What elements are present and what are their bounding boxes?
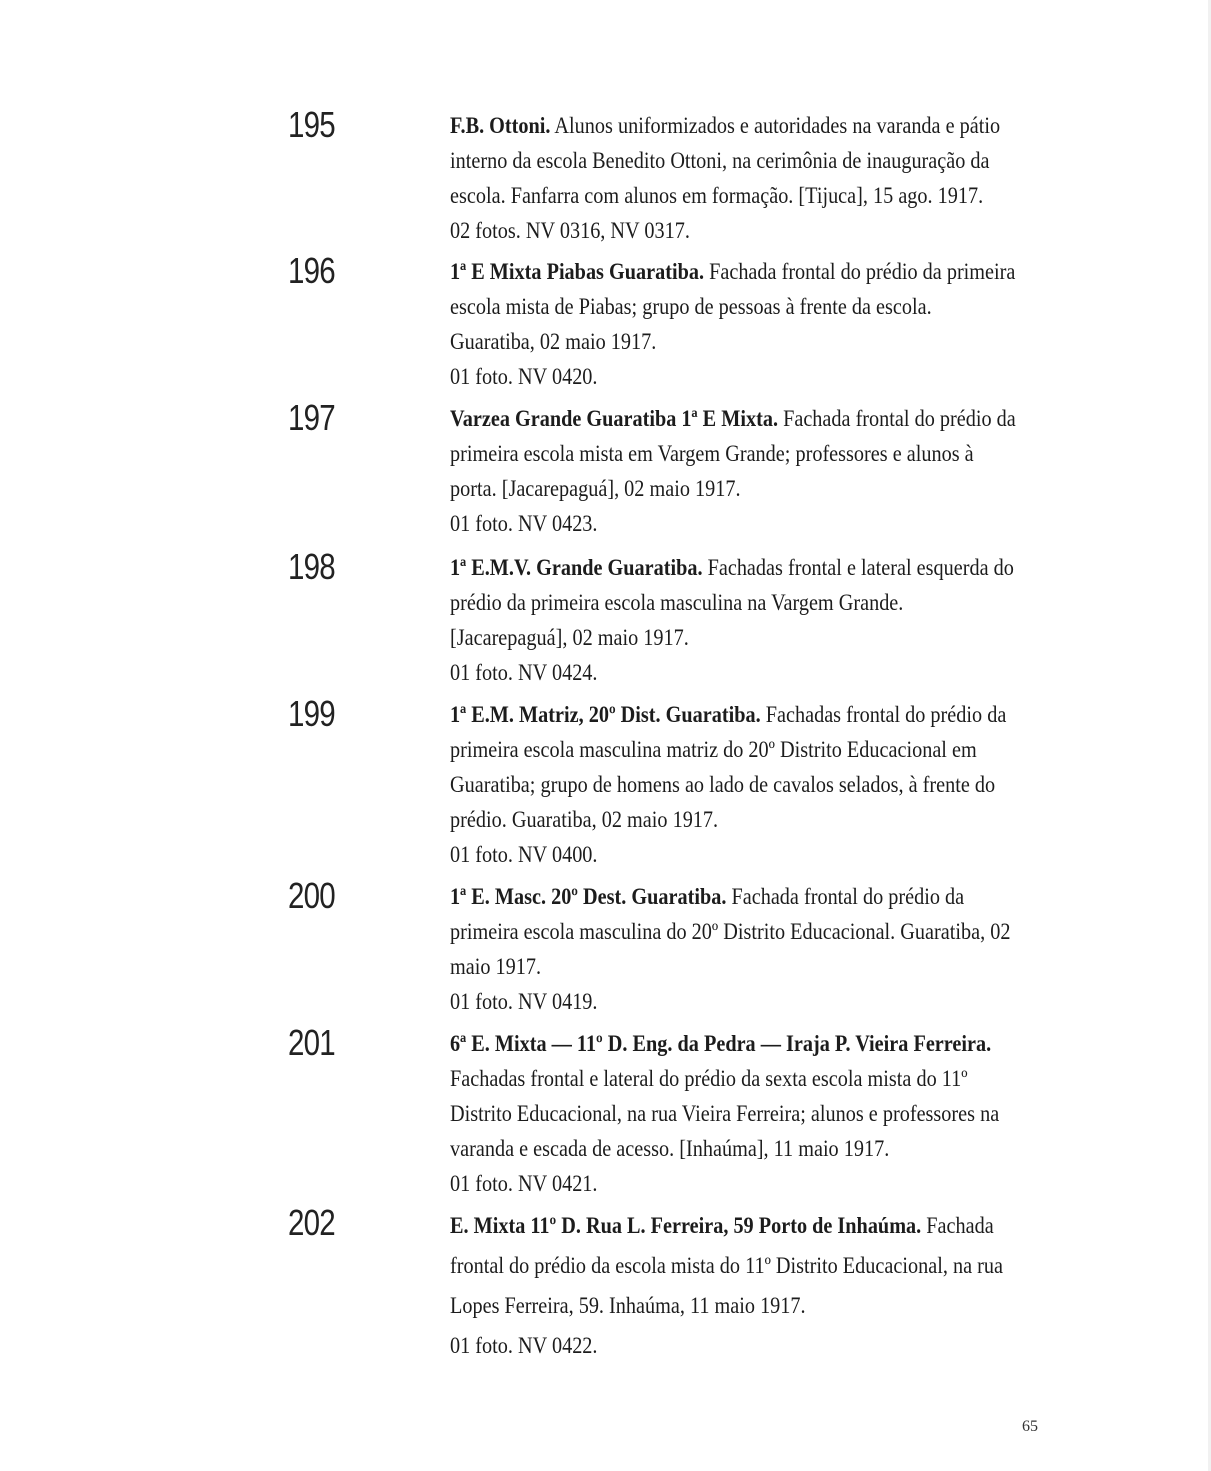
entry-title: F.B. Ottoni. bbox=[450, 113, 551, 138]
entry-number: 199 bbox=[288, 693, 335, 734]
entry-text-line: Fachadas frontal e lateral esquerda do bbox=[702, 555, 1014, 580]
entry-description bbox=[450, 879, 1060, 1019]
entry-text-line: prédio. Guaratiba, 02 maio 1917. bbox=[450, 807, 719, 832]
entry-text-line: Fachada frontal do prédio da bbox=[778, 406, 1016, 431]
entry-title: 1ª E.M.V. Grande Guaratiba. bbox=[450, 555, 703, 580]
entry-text-line: frontal do prédio da escola mista do 11º Distrito Educacional, na rua bbox=[450, 1253, 1003, 1278]
entry-text-line: Fachadas frontal do prédio da bbox=[760, 702, 1007, 727]
entry-title: 1ª E. Masc. 20º Dest. Guaratiba. bbox=[450, 884, 727, 909]
entry-description bbox=[450, 1206, 1060, 1366]
entry-text-line: Alunos uniformizados e autoridades na varanda e pátio bbox=[550, 113, 1001, 138]
entry-number: 197 bbox=[288, 397, 335, 438]
entry-text-line: Fachada frontal do prédio da bbox=[726, 884, 965, 909]
entry-photo-reference: 02 fotos. NV 0316, NV 0317. bbox=[450, 218, 690, 243]
entry-text-line: varanda e escada de acesso. [Inhaúma], 11 maio 1917. bbox=[450, 1136, 890, 1161]
entry-number: 201 bbox=[288, 1022, 335, 1063]
entry-text-line: primeira escola mista em Vargem Grande; professores e alunos à bbox=[450, 441, 974, 466]
entry-description bbox=[450, 550, 1060, 690]
entry-photo-reference: 01 foto. NV 0400. bbox=[450, 842, 598, 867]
entry-description bbox=[450, 254, 1060, 394]
entry-number: 202 bbox=[288, 1202, 335, 1243]
entry-text-line: escola. Fanfarra com alunos em formação. [Tijuca], 15 ago. 1917. bbox=[450, 183, 984, 208]
entry-title: E. Mixta 11º D. Rua L. Ferreira, 59 Porto de Inhaúma. bbox=[450, 1213, 922, 1238]
page-number: 65 bbox=[1022, 1418, 1038, 1435]
entry-description bbox=[450, 1026, 1060, 1201]
entry-text-line: Fachada frontal do prédio da primeira bbox=[704, 259, 1016, 284]
entry-photo-reference: 01 foto. NV 0420. bbox=[450, 364, 598, 389]
entry-description bbox=[450, 697, 1060, 872]
entry-photo-reference: 01 foto. NV 0421. bbox=[450, 1171, 598, 1196]
entry-text-line: escola mista de Piabas; grupo de pessoas à frente da escola. bbox=[450, 294, 932, 319]
entry-text-line: Fachada bbox=[921, 1213, 994, 1238]
entry-text-line: Guaratiba; grupo de homens ao lado de cavalos selados, à frente do bbox=[450, 772, 996, 797]
entry-title: 6ª E. Mixta — 11º D. Eng. da Pedra — Iraja P. Vieira Ferreira. bbox=[450, 1031, 992, 1056]
entry-title: 1ª E Mixta Piabas Guaratiba. bbox=[450, 259, 705, 284]
entry-text-line: Distrito Educacional, na rua Vieira Ferreira; alunos e professores na bbox=[450, 1101, 1000, 1126]
entry-description bbox=[450, 108, 1060, 248]
entry-text-line: primeira escola masculina matriz do 20º Distrito Educacional em bbox=[450, 737, 977, 762]
entry-text-line: interno da escola Benedito Ottoni, na cerimônia de inauguração da bbox=[450, 148, 990, 173]
entry-title: Varzea Grande Guaratiba 1ª E Mixta. bbox=[450, 406, 779, 431]
entry-number: 198 bbox=[288, 546, 335, 587]
entry-text-line: Fachadas frontal e lateral do prédio da sexta escola mista do 11º bbox=[450, 1066, 968, 1091]
entry-number: 196 bbox=[288, 250, 335, 291]
entry-title: 1ª E.M. Matriz, 20º Dist. Guaratiba. bbox=[450, 702, 761, 727]
entry-text-line: Lopes Ferreira, 59. Inhaúma, 11 maio 1917. bbox=[450, 1293, 806, 1318]
entry-description bbox=[450, 401, 1060, 541]
entry-photo-reference: 01 foto. NV 0423. bbox=[450, 511, 598, 536]
entry-text-line: maio 1917. bbox=[450, 954, 542, 979]
entry-number: 200 bbox=[288, 875, 335, 916]
entry-text-line: [Jacarepaguá], 02 maio 1917. bbox=[450, 625, 689, 650]
entry-text-line: primeira escola masculina do 20º Distrito Educacional. Guaratiba, 02 bbox=[450, 919, 1011, 944]
entry-text-line: porta. [Jacarepaguá], 02 maio 1917. bbox=[450, 476, 741, 501]
entry-text-line: prédio da primeira escola masculina na Vargem Grande. bbox=[450, 590, 904, 615]
entry-number: 195 bbox=[288, 104, 335, 145]
entry-photo-reference: 01 foto. NV 0419. bbox=[450, 989, 598, 1014]
entry-photo-reference: 01 foto. NV 0422. bbox=[450, 1333, 598, 1358]
entry-text-line: Guaratiba, 02 maio 1917. bbox=[450, 329, 657, 354]
entry-photo-reference: 01 foto. NV 0424. bbox=[450, 660, 598, 685]
